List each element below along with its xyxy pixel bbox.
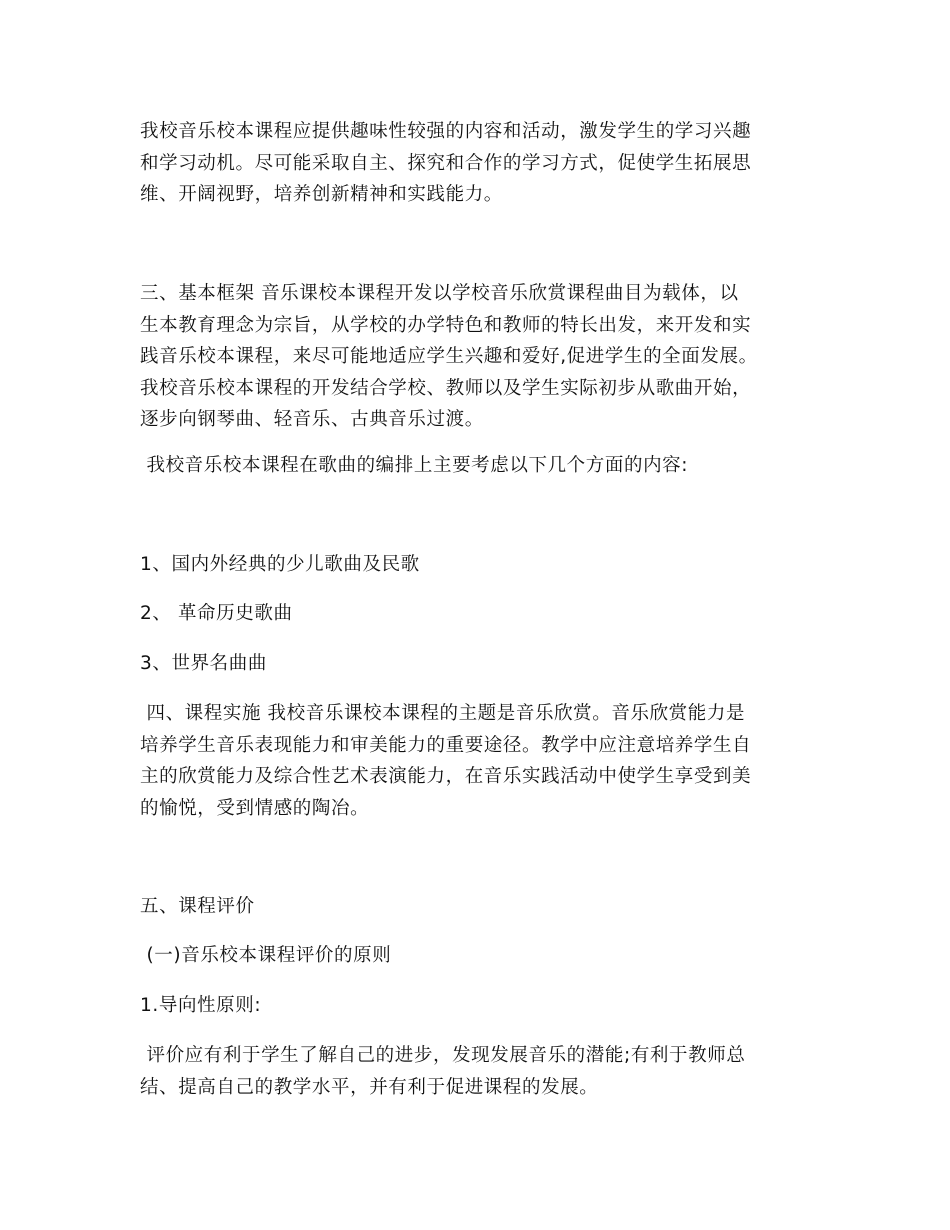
text-line: 2、 革命历史歌曲 (140, 603, 293, 624)
text-line: 和学习动机。尽可能采取自主、探究和合作的学习方式，促使学生拓展思 (140, 152, 752, 174)
text-line: (一)音乐校本课程评价的原则 (140, 945, 392, 966)
list-item-2 (140, 598, 820, 630)
text-line: 逐步向钢琴曲、轻音乐、古典音乐过渡。 (140, 409, 484, 430)
paragraph-evaluation (140, 1040, 820, 1103)
list-item-3 (140, 648, 820, 680)
text-line: 评价应有利于学生了解自己的进步，发现发展音乐的潜能;有利于教师总 (140, 1045, 746, 1066)
text-line: 三、基本框架 音乐课校本课程开发以学校音乐欣赏课程曲目为载体，以 (140, 283, 739, 304)
subheading-evaluation-principles (140, 940, 820, 972)
text-line: 我校音乐校本课程应提供趣味性较强的内容和活动，激发学生的学习兴趣 (140, 121, 752, 142)
paragraph-section-three (140, 278, 820, 436)
text-line: 生本教育理念为宗旨，从学校的办学特色和教师的特长出发，来开发和实 (140, 314, 752, 336)
text-line: 主的欣赏能力及综合性艺术表演能力，在音乐实践活动中使学生享受到美 (140, 766, 752, 787)
heading-section-five (140, 891, 820, 923)
text-line: 3、世界名曲曲 (140, 653, 267, 674)
text-line: 结、提高自己的教学水平，并有利于促进课程的发展。 (140, 1076, 599, 1098)
paragraph-arrangement-intro (140, 450, 820, 482)
text-line: 我校音乐校本课程在歌曲的编排上主要考虑以下几个方面的内容: (140, 455, 689, 476)
text-line: 四、课程实施 我校音乐课校本课程的主题是音乐欣赏。音乐欣赏能力是 (140, 703, 746, 724)
text-line: 1、国内外经典的少儿歌曲及民歌 (140, 554, 420, 575)
text-line: 五、课程评价 (140, 896, 255, 917)
paragraph-intro (140, 116, 820, 211)
paragraph-section-four (140, 698, 820, 824)
subheading-guiding-principle (140, 990, 820, 1022)
list-item-1 (140, 549, 820, 581)
text-line: 践音乐校本课程，来尽可能地适应学生兴趣和爱好,促进学生的全面发展。 (140, 346, 758, 367)
text-line: 维、开阔视野，培养创新精神和实践能力。 (140, 184, 503, 205)
text-line: 1.导向性原则: (140, 995, 262, 1016)
text-line: 培养学生音乐表现能力和审美能力的重要途径。教学中应注意培养学生自 (140, 734, 752, 756)
text-line: 我校音乐校本课程的开发结合学校、教师以及学生实际初步从歌曲开始， (140, 377, 752, 399)
text-line: 的愉悦，受到情感的陶冶。 (140, 797, 370, 819)
